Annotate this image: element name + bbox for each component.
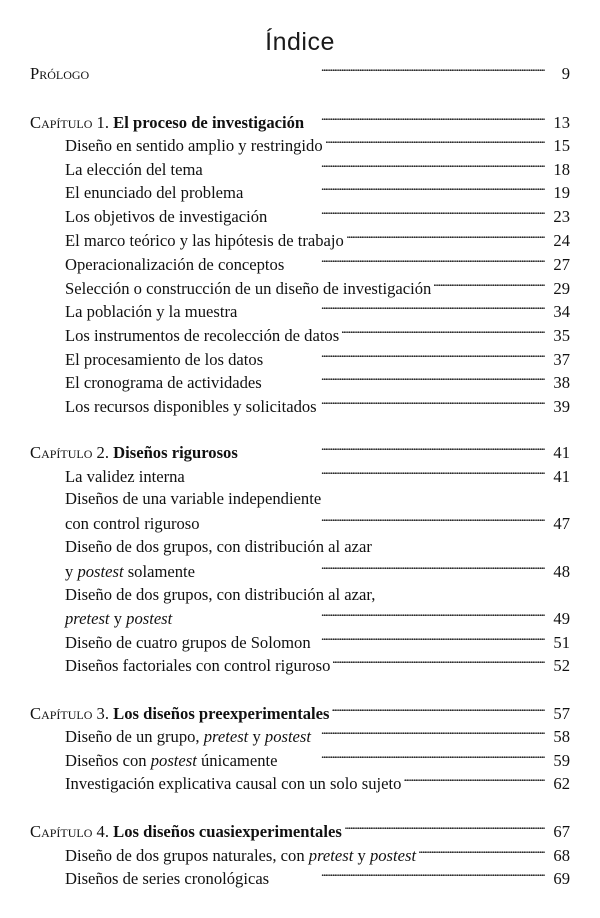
chapter-prefix: Capítulo 3. bbox=[30, 703, 109, 723]
dot-leader bbox=[206, 158, 545, 175]
dot-leader bbox=[314, 725, 545, 742]
dot-leader bbox=[246, 181, 545, 198]
toc-entry bbox=[65, 844, 570, 867]
chapter-title: Diseños rigurosos bbox=[113, 442, 238, 462]
toc-entry-line1 bbox=[65, 488, 570, 510]
dot-leader bbox=[241, 441, 545, 458]
toc-entry bbox=[65, 371, 570, 394]
toc-page-number: 68 bbox=[553, 845, 570, 865]
toc-entry-label: Investigación explicativa causal con un solo sujeto bbox=[65, 773, 402, 793]
dot-leader bbox=[265, 371, 545, 388]
text-part: únicamente bbox=[201, 750, 278, 770]
toc-entry-label: Diseño de dos grupos, con distribución al azar bbox=[65, 537, 372, 556]
toc-entry-label bbox=[30, 703, 329, 725]
toc-entry-label: Diseño de cuatro grupos de Solomon bbox=[65, 632, 311, 652]
chapter-title: El proceso de investigación bbox=[113, 112, 305, 132]
italic-term: postest bbox=[264, 726, 311, 746]
dot-leader bbox=[333, 654, 545, 671]
chapter-prefix: Capítulo 2. bbox=[30, 442, 109, 462]
toc-entry bbox=[65, 205, 570, 228]
dot-leader bbox=[272, 867, 545, 884]
toc-entry-label: Prólogo bbox=[30, 63, 90, 83]
toc-entry-label: Diseño de dos grupos, con distribución al azar, bbox=[65, 585, 376, 604]
toc-entry-label: Los recursos disponibles y solicitados bbox=[65, 396, 317, 416]
dot-leader bbox=[345, 820, 545, 837]
dot-leader bbox=[175, 607, 545, 624]
text-part: y bbox=[357, 845, 366, 865]
text-part: Diseño de un grupo, bbox=[65, 726, 200, 746]
toc-page-number: 59 bbox=[553, 750, 570, 770]
dot-leader bbox=[320, 395, 545, 412]
toc-page-number: 62 bbox=[553, 773, 570, 793]
toc-entry-label: El marco teórico y las hipótesis de trabajo bbox=[65, 230, 344, 250]
toc-entry-label: Diseños de series cronológicas bbox=[65, 868, 270, 888]
chapter-title: Los diseños preexperimentales bbox=[113, 703, 330, 723]
italic-term: postest bbox=[369, 845, 417, 865]
toc-entry-label: Diseños factoriales con control riguroso bbox=[65, 655, 331, 675]
toc-entry-label: Los instrumentos de recolección de datos bbox=[65, 325, 340, 345]
toc-entry bbox=[65, 654, 570, 677]
toc-page-number: 24 bbox=[553, 230, 570, 250]
dot-leader bbox=[419, 844, 545, 861]
toc-entry bbox=[65, 560, 570, 583]
text-part: y bbox=[65, 561, 74, 581]
toc-entry bbox=[65, 631, 570, 654]
dot-leader bbox=[270, 205, 545, 222]
toc-page-number: 35 bbox=[553, 325, 570, 345]
italic-term: pretest bbox=[308, 845, 354, 865]
text-part: solamente bbox=[127, 561, 195, 581]
toc-entry bbox=[65, 181, 570, 204]
toc-entry bbox=[65, 348, 570, 371]
dot-leader bbox=[307, 111, 545, 128]
toc-entry-label bbox=[65, 845, 416, 867]
chapter-prefix: Capítulo 4. bbox=[30, 821, 109, 841]
toc-page-number: 27 bbox=[553, 254, 570, 274]
text-part: Diseño de dos grupos naturales, con bbox=[65, 845, 305, 865]
toc-entry bbox=[65, 134, 570, 157]
toc-entry bbox=[65, 867, 570, 890]
toc-page-number: 9 bbox=[561, 63, 570, 83]
toc-chapter-2 bbox=[30, 441, 570, 464]
toc-page-number: 13 bbox=[553, 112, 570, 132]
dot-leader bbox=[332, 702, 545, 719]
toc-page-number: 52 bbox=[553, 655, 570, 675]
toc-page-number: 23 bbox=[553, 206, 570, 226]
toc-page-number: 49 bbox=[553, 608, 570, 628]
toc-page-number: 15 bbox=[553, 135, 570, 155]
toc-entry bbox=[65, 607, 570, 630]
toc-entry-label bbox=[30, 442, 238, 464]
toc-page-number: 18 bbox=[553, 159, 570, 179]
dot-leader bbox=[326, 134, 545, 151]
dot-leader bbox=[92, 62, 545, 79]
toc-entry bbox=[65, 749, 570, 772]
toc-entry bbox=[65, 253, 570, 276]
toc-entry bbox=[65, 772, 570, 795]
dot-leader bbox=[240, 300, 545, 317]
toc-entry bbox=[65, 158, 570, 181]
toc-entry-label: Selección o construcción de un diseño de investigación bbox=[65, 278, 432, 298]
toc-entry-label: La validez interna bbox=[65, 466, 185, 486]
page-title: Índice bbox=[265, 28, 335, 56]
text-part: y bbox=[252, 726, 261, 746]
toc-page-number: 69 bbox=[553, 868, 570, 888]
toc-entry-label bbox=[65, 561, 195, 583]
dot-leader bbox=[198, 560, 545, 577]
toc-page-number: 67 bbox=[553, 821, 570, 841]
toc-entry-label bbox=[65, 726, 311, 748]
toc-entry-prologo bbox=[30, 62, 570, 85]
dot-leader bbox=[404, 772, 545, 789]
toc-entry bbox=[65, 324, 570, 347]
toc-page-number: 41 bbox=[553, 442, 570, 462]
dot-leader bbox=[280, 749, 545, 766]
toc-entry bbox=[65, 465, 570, 488]
toc-entry-label: El cronograma de actividades bbox=[65, 372, 262, 392]
toc-entry bbox=[65, 725, 570, 748]
toc-page-number: 39 bbox=[553, 396, 570, 416]
chapter-title: Los diseños cuasiexperimentales bbox=[113, 821, 342, 841]
dot-leader bbox=[203, 512, 545, 529]
toc-page-number: 57 bbox=[553, 703, 570, 723]
dot-leader bbox=[287, 253, 545, 270]
toc-entry-label: con control riguroso bbox=[65, 513, 200, 533]
italic-term: postest bbox=[126, 608, 173, 628]
toc-entry-label bbox=[65, 750, 277, 772]
dot-leader bbox=[188, 465, 545, 482]
toc-entry-label: El enunciado del problema bbox=[65, 182, 244, 202]
dot-leader bbox=[347, 229, 545, 246]
toc-entry-label: Diseños de una variable independiente bbox=[65, 489, 322, 508]
toc-entry-label bbox=[30, 112, 304, 134]
toc-page-number: 37 bbox=[553, 349, 570, 369]
italic-term: pretest bbox=[65, 608, 110, 628]
toc-entry bbox=[65, 229, 570, 252]
toc-page-number: 19 bbox=[553, 182, 570, 202]
toc-entry-line1 bbox=[65, 584, 570, 606]
toc-entry bbox=[65, 300, 570, 323]
toc-page-number: 41 bbox=[553, 466, 570, 486]
toc-page-number: 48 bbox=[553, 561, 570, 581]
dot-leader bbox=[342, 324, 545, 341]
italic-term: postest bbox=[150, 750, 197, 770]
italic-term: pretest bbox=[203, 726, 249, 746]
toc-entry-label: La elección del tema bbox=[65, 159, 203, 179]
toc-entry-label bbox=[65, 608, 172, 630]
toc-chapter-1 bbox=[30, 111, 570, 134]
toc-chapter-4 bbox=[30, 820, 570, 843]
toc-entry bbox=[65, 395, 570, 418]
text-part: y bbox=[113, 608, 122, 628]
toc-page-number: 38 bbox=[553, 372, 570, 392]
toc-page-number: 58 bbox=[553, 726, 570, 746]
dot-leader bbox=[266, 348, 545, 365]
toc-entry-label: La población y la muestra bbox=[65, 301, 238, 321]
dot-leader bbox=[314, 631, 545, 648]
dot-leader bbox=[434, 277, 545, 294]
italic-term: postest bbox=[77, 561, 124, 581]
toc-entry-label: Diseño en sentido amplio y restringido bbox=[65, 135, 323, 155]
chapter-prefix: Capítulo 1. bbox=[30, 112, 109, 132]
toc-chapter-3 bbox=[30, 702, 570, 725]
toc-entry-line1 bbox=[65, 536, 570, 558]
toc-entry-label bbox=[30, 821, 342, 843]
toc-page-number: 47 bbox=[553, 513, 570, 533]
toc-entry bbox=[65, 512, 570, 535]
toc-entry-label: Operacionalización de conceptos bbox=[65, 254, 285, 274]
text-part: Diseños con bbox=[65, 750, 147, 770]
toc-page-number: 51 bbox=[553, 632, 570, 652]
toc-entry bbox=[65, 277, 570, 300]
toc-entry-label: Los objetivos de investigación bbox=[65, 206, 268, 226]
toc-page-number: 34 bbox=[553, 301, 570, 321]
toc-entry-label: El procesamiento de los datos bbox=[65, 349, 264, 369]
toc-page-number: 29 bbox=[553, 278, 570, 298]
